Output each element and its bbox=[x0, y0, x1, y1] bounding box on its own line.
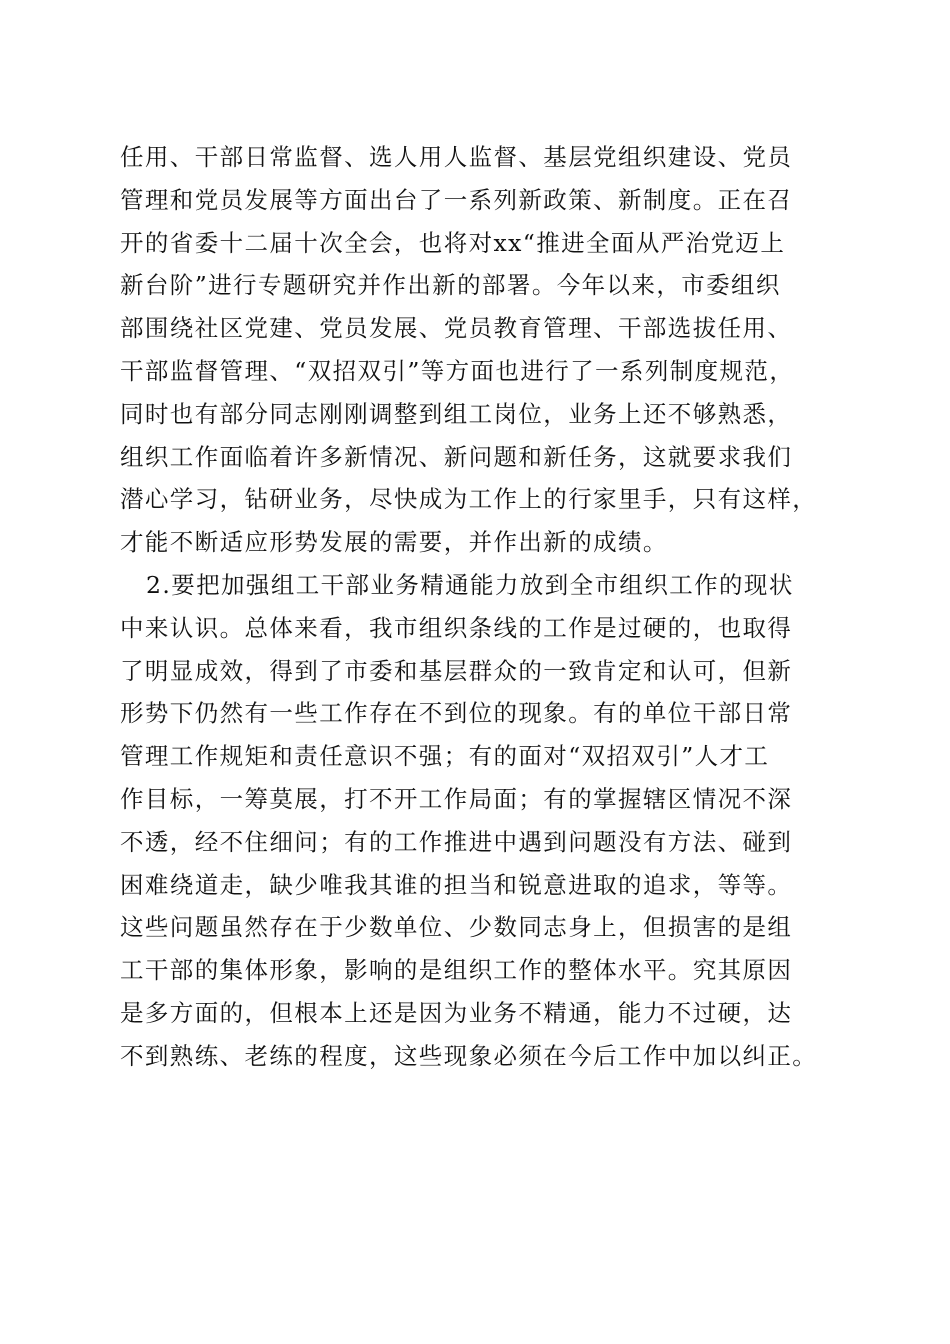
text-line: 不透，经不住细问；有的工作推进中遇到问题没有方法、碰到 bbox=[120, 827, 793, 856]
text-line: 是多方面的，但根本上还是因为业务不精通，能力不过硬，达 bbox=[120, 998, 793, 1027]
text-line: 形势下仍然有一些工作存在不到位的现象。有的单位干部日常 bbox=[120, 699, 793, 728]
text-line: 管理和党员发展等方面出台了一系列新政策、新制度。正在召 bbox=[120, 185, 793, 214]
paragraph-1 bbox=[120, 136, 840, 564]
document-body bbox=[120, 136, 840, 1078]
text-line: 管理工作规矩和责任意识不强；有的面对“双招双引”人才工 bbox=[120, 742, 770, 771]
text-line: 作目标，一筹莫展，打不开工作局面；有的掌握辖区情况不深 bbox=[120, 784, 793, 813]
text-line: 开的省委十二届十次全会，也将对xx“推进全面从严治党迈上 bbox=[120, 228, 786, 257]
text-line: 工干部的集体形象，影响的是组织工作的整体水平。究其原因 bbox=[120, 956, 793, 985]
text-line: 不到熟练、老练的程度，这些现象必须在今后工作中加以纠正。 bbox=[120, 1041, 818, 1070]
text-line: 才能不断适应形势发展的需要，并作出新的成绩。 bbox=[120, 528, 668, 557]
text-line: 困难绕道走，缺少唯我其谁的担当和锐意进取的追求，等等。 bbox=[120, 870, 793, 899]
text-line: 干部监督管理、“双招双引”等方面也进行了一系列制度规范， bbox=[120, 356, 795, 385]
text-line: 组织工作面临着许多新情况、新问题和新任务，这就要求我们 bbox=[120, 442, 793, 471]
text-line: 这些问题虽然存在于少数单位、少数同志身上，但损害的是组 bbox=[120, 913, 793, 942]
text-line: 2.要把加强组工干部业务精通能力放到全市组织工作的现状 bbox=[146, 570, 794, 599]
text-line: 同时也有部分同志刚刚调整到组工岗位，业务上还不够熟悉， bbox=[120, 399, 793, 428]
text-line: 新台阶”进行专题研究并作出新的部署。今年以来，市委组织 bbox=[120, 271, 781, 300]
text-line: 潜心学习，钻研业务，尽快成为工作上的行家里手，只有这样， bbox=[120, 485, 818, 514]
paragraph-2 bbox=[120, 564, 840, 1078]
text-line: 了明显成效，得到了市委和基层群众的一致肯定和认可，但新 bbox=[120, 656, 793, 685]
text-line: 部围绕社区党建、党员发展、党员教育管理、干部选拔任用、 bbox=[120, 314, 793, 343]
text-line: 任用、干部日常监督、选人用人监督、基层党组织建设、党员 bbox=[120, 143, 793, 171]
text-line: 中来认识。总体来看，我市组织条线的工作是过硬的，也取得 bbox=[120, 613, 793, 642]
